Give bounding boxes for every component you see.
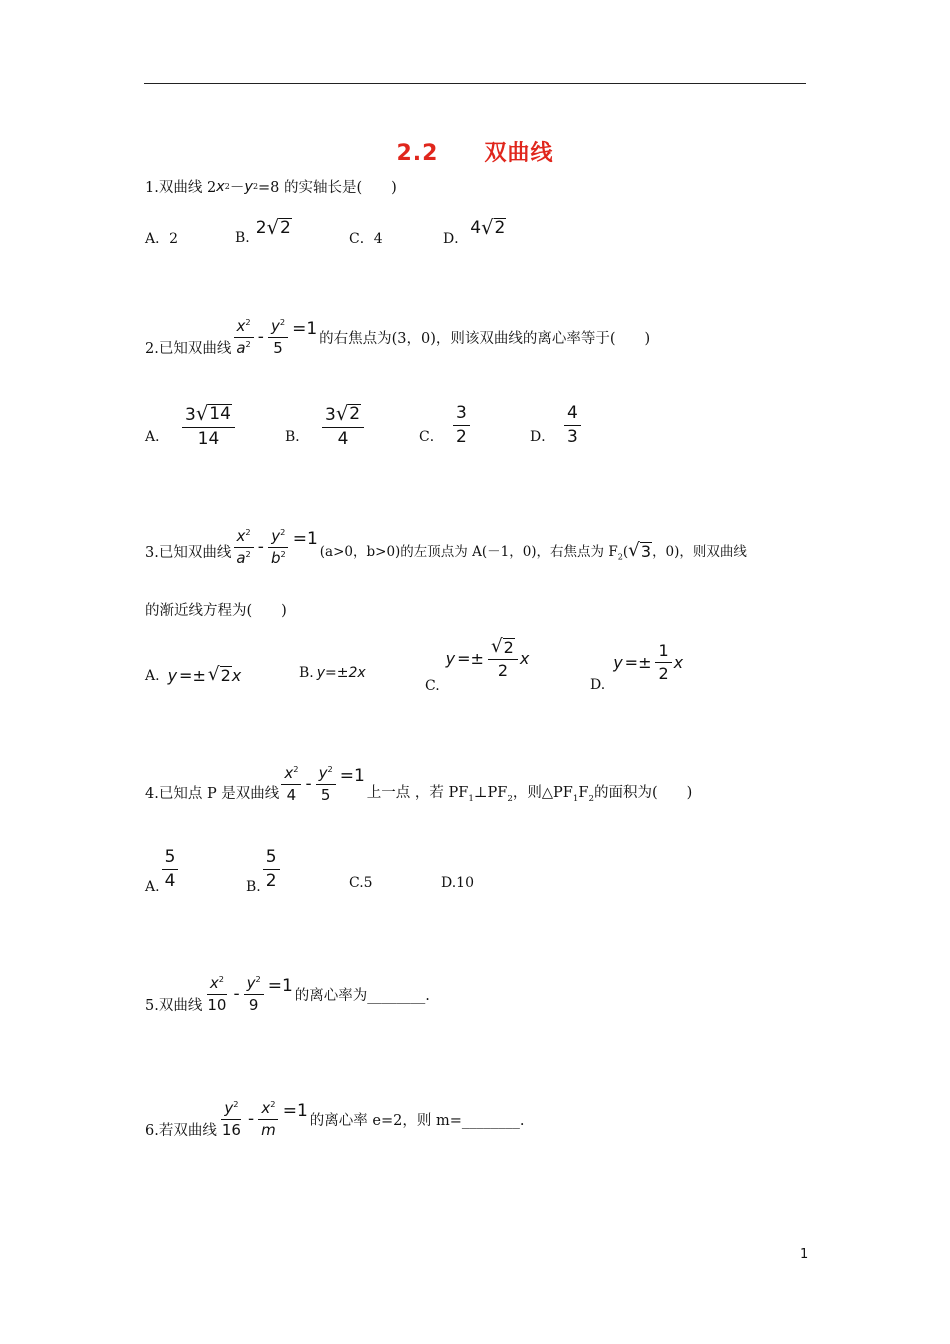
q1-option-d-sqrt: √ 2	[481, 216, 506, 239]
q1-option-b-sqrt: √ 2	[266, 216, 291, 239]
q2-fraction-2: $\frac{y^2}{5}$	[268, 318, 288, 356]
q3-option-a: A. y =± √ 2 x	[145, 664, 242, 686]
q3-equals: =1	[292, 529, 318, 549]
q2-option-c-label: C．	[419, 429, 444, 445]
question-5: 5.双曲线 $\frac{x^2}{10}$ - $\frac{y^2}{9}$ =1 的离心率为________.	[145, 974, 430, 1014]
header-rule	[144, 83, 806, 84]
q2-option-d-label: D．	[530, 429, 556, 445]
q1-option-d-coef: 4	[470, 218, 482, 239]
q6-fraction-1: $\frac{y^2}{16}$	[221, 1099, 241, 1139]
q4-fraction-1: $\frac{x^2}{4}$	[281, 765, 301, 803]
q1-y: y	[244, 178, 253, 195]
question-3: 3.已知双曲线 $\frac{x^2}{a^2}$ - $\frac{y^2}{b^2}$ =1 (a>0，b>0)的左顶点为 A(－1，0)，右焦点为 $F_2$( √ 3 ，0)，则双曲线	[145, 527, 747, 567]
q4-equals: =1	[339, 766, 365, 786]
q1-x: x	[216, 178, 225, 195]
q1-option-b-label: B.	[235, 230, 250, 247]
page-number: 1	[800, 1247, 809, 1262]
q1-option-a: A．2	[145, 231, 179, 247]
q5-suffix: 的离心率为________.	[294, 987, 430, 1004]
q2-suffix: 的右焦点为(3，0)，则该双曲线的离心率等于( )	[319, 330, 651, 347]
q4-fraction-2: $\frac{y^2}{5}$	[316, 765, 336, 803]
q1-prefix: 1.双曲线 2	[145, 180, 217, 196]
q6-suffix: 的离心率 e=2，则 m=________.	[309, 1112, 525, 1129]
q2-option-a: 3 √ 14 14	[180, 404, 237, 448]
q1-option-d-label: D．	[443, 231, 469, 248]
question-2: 2.已知双曲线 $\frac{x^2}{a^2}$ - $\frac{y^2}{5}$ =1 的右焦点为(3，0)，则该双曲线的离心率等于( )	[145, 317, 651, 357]
q3-fraction-1: $\frac{x^2}{a^2}$	[233, 528, 253, 566]
q1-rest: =8 的实轴长是( )	[258, 180, 397, 196]
q4-prefix: 4.已知点 P 是双曲线	[145, 785, 280, 802]
q5-fraction-1: $\frac{x^2}{10}$	[207, 974, 227, 1014]
question-1: 1.双曲线 2 x 2 － y 2 =8 的实轴长是( )	[145, 176, 397, 197]
q1-option-d	[443, 216, 506, 248]
q2-prefix: 2.已知双曲线	[145, 340, 232, 357]
q2-option-b: 3 √ 2 4	[320, 404, 366, 448]
q4-option-d: D.10	[441, 875, 474, 891]
q5-prefix: 5.双曲线	[145, 997, 203, 1014]
q6-equals: =1	[282, 1101, 308, 1121]
q3-option-c-label: C.	[425, 677, 440, 694]
q4-suffix: 上一点 ，若 $PF_1\perp PF_2$，则$\triangle PF_1F_2$的面积为( )	[366, 784, 693, 804]
q4-option-b-label: B.	[246, 879, 261, 896]
q3-option-d: D. y =± $\frac{1}{2}$ x	[590, 641, 684, 694]
q1-option-c: C．4	[349, 231, 383, 247]
q2-equals: =1	[292, 319, 318, 339]
q4-option-b: B. $\frac{5}{2}$	[246, 848, 282, 890]
question-3-line-2: 的渐近线方程为( )	[145, 603, 287, 619]
q3-option-a-label: A.	[145, 667, 160, 684]
q3-prefix: 3.已知双曲线	[145, 544, 232, 561]
q6-prefix: 6.若双曲线	[145, 1122, 217, 1139]
q2-option-c: $\frac{3}{2}$	[451, 404, 472, 446]
q1-minus: －	[229, 180, 245, 196]
q3-condition: (a>0，b>0)的左顶点为 A(－1，0)，右焦点为 $F_2$( √ 3 ，0)，则双曲线	[319, 540, 747, 562]
q1-option-b	[235, 216, 292, 247]
q3-option-d-label: D.	[590, 677, 606, 694]
q5-fraction-2: $\frac{y^2}{9}$	[244, 975, 264, 1013]
question-6: 6.若双曲线 $\frac{y^2}{16}$ - $\frac{x^2}{m}$ =1 的离心率 e=2，则 m=________.	[145, 1099, 525, 1139]
q1-option-b-coef: 2	[255, 218, 267, 239]
q6-fraction-2: $\frac{x^2}{m}$	[258, 1100, 279, 1138]
q2-fraction-1: $\frac{x^2}{a^2}$	[233, 318, 253, 356]
q4-option-a-label: A.	[145, 879, 160, 896]
q5-equals: =1	[267, 976, 293, 996]
q3-option-c: C. y =± √ 2 2 x	[425, 636, 530, 694]
q2-option-a-label: A．	[145, 429, 170, 445]
q2-option-d: $\frac{4}{3}$	[562, 404, 583, 446]
page-title: 2.2 双曲线	[396, 141, 554, 166]
question-4: 4.已知点 P 是双曲线 $\frac{x^2}{4}$ - $\frac{y^2}{5}$ =1 上一点 ，若 $PF_1\perp PF_2$，则$\triangle PF_1F_2$的面积为( )	[145, 764, 693, 804]
q2-option-b-label: B．	[285, 429, 310, 445]
q3-option-b: B. y=±2x	[299, 665, 366, 681]
q4-option-c: C.5	[349, 875, 373, 891]
q4-option-a: A. $\frac{5}{4}$	[145, 848, 180, 890]
q3-fraction-2: $\frac{y^2}{b^2}$	[268, 528, 289, 566]
